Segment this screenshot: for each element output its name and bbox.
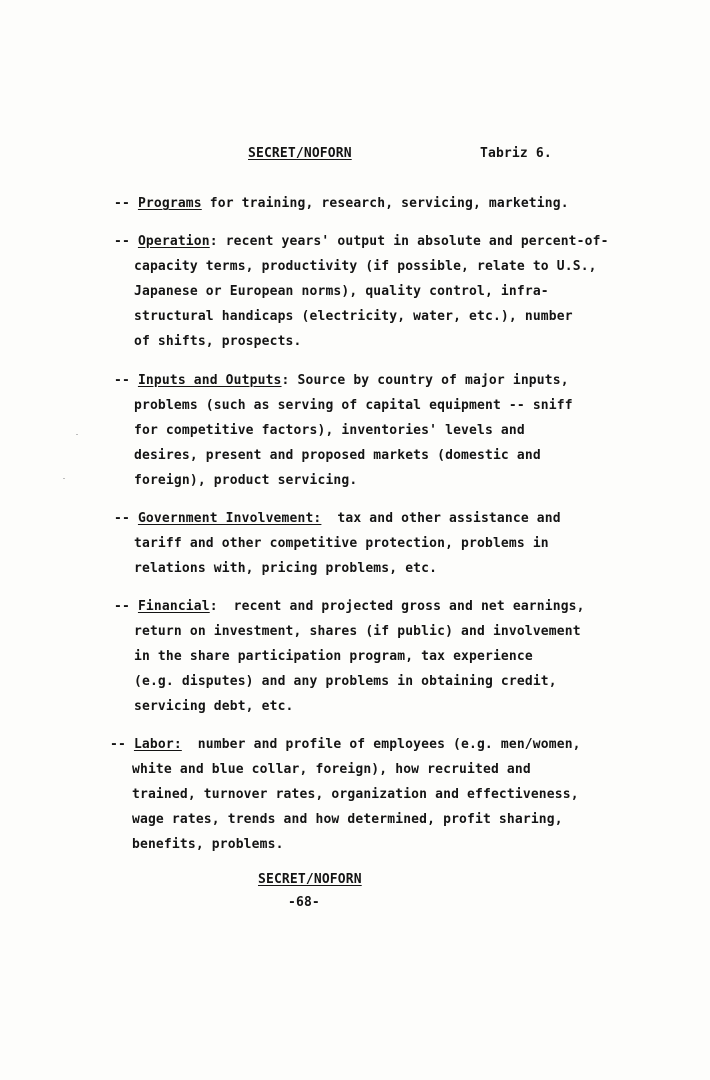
item-continuation-line: white and blue collar, foreign), how recruited and: [132, 762, 531, 777]
item-lead-text: : recent years' output in absolute and percent-of-: [209, 234, 609, 249]
item-dash: --: [110, 737, 134, 752]
item-operation-first-line: [114, 234, 609, 250]
item-continuation-line: wage rates, trends and how determined, profit sharing,: [132, 812, 563, 827]
item-continuation-line: foreign), product servicing.: [134, 473, 358, 488]
item-lead-text: : Source by country of major inputs,: [281, 373, 569, 388]
item-dash: --: [114, 196, 138, 211]
item-dash: --: [114, 373, 138, 388]
item-financial-first-line: [114, 599, 585, 615]
header-page-ref: Tabriz 6.: [480, 146, 552, 161]
item-title-government-involvement: Government Involvement:: [137, 511, 322, 526]
item-dash: --: [114, 599, 138, 614]
scan-speck: [76, 434, 78, 435]
item-dash: --: [114, 511, 138, 526]
item-continuation-line: for competitive factors), inventories' levels and: [134, 423, 525, 438]
item-continuation-line: of shifts, prospects.: [134, 334, 302, 349]
item-continuation-line: Japanese or European norms), quality control, infra-: [134, 284, 549, 299]
item-continuation-line: capacity terms, productivity (if possible, relate to U.S.,: [134, 259, 597, 274]
item-labor-first-line: [110, 737, 581, 753]
item-government-first-line: [114, 511, 561, 527]
item-continuation-line: return on investment, shares (if public) and involvement: [134, 624, 581, 639]
item-title-financial: Financial: [137, 599, 210, 614]
item-continuation-line: structural handicaps (electricity, water, etc.), number: [134, 309, 573, 324]
item-lead-text: number and profile of employees (e.g. men/women,: [181, 737, 581, 752]
item-continuation-line: tariff and other competitive protection, problems in: [134, 536, 549, 551]
footer-classification: SECRET/NOFORN: [258, 872, 362, 887]
header-classification: SECRET/NOFORN: [248, 146, 352, 161]
item-continuation-line: relations with, pricing problems, etc.: [134, 561, 438, 576]
page-number: -68-: [288, 895, 320, 910]
item-continuation-line: benefits, problems.: [132, 837, 284, 852]
item-title-operation: Operation: [137, 234, 210, 249]
item-continuation-line: problems (such as serving of capital equipment -- sniff: [134, 398, 573, 413]
item-title-programs: Programs: [137, 196, 202, 211]
item-continuation-line: trained, turnover rates, organization and effectiveness,: [132, 787, 579, 802]
item-continuation-line: servicing debt, etc.: [134, 699, 294, 714]
item-lead-text: for training, research, servicing, marketing.: [201, 196, 569, 211]
item-inputs-outputs-first-line: [114, 373, 569, 389]
item-dash: --: [114, 234, 138, 249]
item-title-inputs-outputs: Inputs and Outputs: [137, 373, 282, 388]
item-title-labor: Labor:: [133, 737, 182, 752]
item-continuation-line: in the share participation program, tax experience: [134, 649, 533, 664]
item-programs-first-line: [114, 196, 569, 212]
scan-speck: [63, 478, 65, 479]
item-lead-text: tax and other assistance and: [321, 511, 561, 526]
item-continuation-line: (e.g. disputes) and any problems in obtaining credit,: [134, 674, 557, 689]
item-lead-text: : recent and projected gross and net earnings,: [209, 599, 585, 614]
item-continuation-line: desires, present and proposed markets (domestic and: [134, 448, 541, 463]
